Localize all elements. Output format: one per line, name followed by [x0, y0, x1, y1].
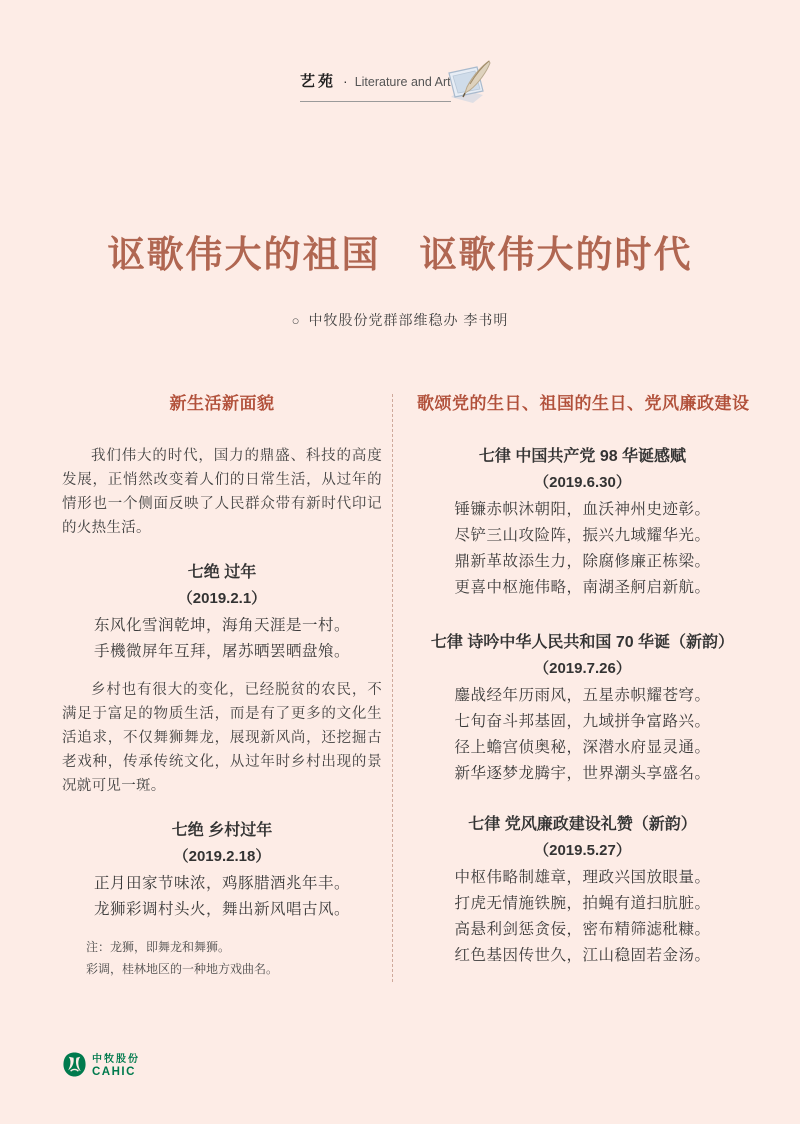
poem-xiangcun-guonian: [62, 818, 382, 922]
right-column: [392, 394, 748, 982]
poem-line: 东风化雪润乾坤，海角天涯是一村。: [93, 616, 350, 634]
left-column: [62, 394, 392, 982]
left-paragraph-2: 乡村也有很大的变化，已经脱贫的农民，不满足于富足的物质生活，而是有了更多的文化生活追求，不仅舞狮舞龙，展现新风尚，还挖掘古老戏种，传承传统文化，从过年时乡村出现的景况就可见一斑。: [62, 682, 382, 794]
cahic-logo: [62, 1052, 140, 1082]
poem-line: 手機微屏年互拜，屠苏晒罢晒盘飧。: [93, 642, 350, 660]
poem-lianzheng: [417, 812, 748, 968]
note-line: 注：龙狮，即舞龙和舞狮。: [86, 940, 231, 954]
poem-date: （2019.2.18）: [173, 848, 271, 865]
poem-line: 打虎无情施铁腕，拍蝇有道扫肮脏。: [454, 894, 711, 912]
left-paragraph-1: 我们伟大的时代，国力的鼎盛、科技的高度发展，正悄然改变着人们的日常生活，从过年的情形也一个侧面反映了人民群众带有新时代印记的火热生活。: [62, 448, 382, 536]
poem-title: 七绝 乡村过年: [171, 822, 273, 839]
poem-prc-70: [417, 630, 748, 786]
columns: [62, 394, 748, 982]
right-column-heading: 歌颂党的生日、祖国的生日、党风廉政建设: [417, 394, 750, 413]
poem-line: 更喜中枢施伟略，南湖圣舸启新航。: [454, 578, 711, 596]
cahic-logo-text: [92, 1055, 140, 1079]
article-title: 讴歌伟大的祖国 讴歌伟大的时代: [107, 234, 693, 275]
byline: [0, 310, 800, 330]
poem-date: （2019.6.30）: [534, 474, 631, 491]
poem-date: （2019.5.27）: [534, 842, 631, 859]
poem-line: 龙狮彩调村头火，舞出新风唱古风。: [93, 900, 350, 918]
poem-guonian: [62, 560, 382, 664]
logo-en: CAHIC: [92, 1066, 136, 1079]
cahic-logo-icon: [62, 1052, 87, 1082]
poem-title: 七律 诗吟中华人民共和国 70 华诞（新韵）: [430, 634, 735, 651]
poem-title: 七律 党风廉政建设礼赞（新韵）: [468, 816, 697, 833]
masthead: [300, 70, 451, 102]
poem-date: （2019.2.1）: [177, 590, 267, 607]
poem-line: 鏖战经年历雨风，五星赤帜耀苍穹。: [454, 686, 711, 704]
poem-notes: [62, 936, 382, 980]
poem-line: 红色基因传世久，江山稳固若金汤。: [454, 946, 711, 964]
poem-date: （2019.7.26）: [534, 660, 631, 677]
logo-cn: 中牧股份: [92, 1054, 140, 1066]
poem-line: 七旬奋斗邦基固，九域拼争富路兴。: [454, 712, 711, 730]
poem-line: 新华逐梦龙腾宇，世界潮头享盛名。: [454, 764, 711, 782]
masthead-dot: ·: [343, 73, 348, 89]
poem-line: 中枢伟略制雄章，理政兴国放眼量。: [454, 868, 711, 886]
poem-title: 七律 中国共产党 98 华诞感赋: [478, 448, 687, 465]
poem-line: 正月田家节味浓，鸡豚腊酒兆年丰。: [93, 874, 350, 892]
poem-line: 高悬利剑惩贪佞，密布精筛滤秕糠。: [454, 920, 711, 938]
poem-line: 鼎新革故添生力，除腐修廉正栋梁。: [454, 552, 711, 570]
poem-title: 七绝 过年: [187, 564, 257, 581]
quill-paper-icon: [443, 57, 495, 109]
poem-party-98: [417, 444, 748, 600]
poem-line: 尽铲三山攻险阵，振兴九域耀华光。: [454, 526, 711, 544]
byline-bullet-icon: ○: [291, 313, 301, 328]
poem-line: 径上蟾宫侦奥秘，深潜水府显灵通。: [454, 738, 711, 756]
left-column-heading: 新生活新面貌: [169, 394, 275, 413]
masthead-section-cn: 艺苑: [300, 73, 337, 90]
poem-line: 锤镰赤帜沐朝阳，血沃神州史迹彰。: [454, 500, 711, 518]
note-line: 彩调，桂林地区的一种地方戏曲名。: [86, 962, 279, 976]
masthead-section-en: Literature and Art: [354, 75, 451, 89]
byline-text: 中牧股份党群部维稳办 李书明: [308, 312, 509, 328]
